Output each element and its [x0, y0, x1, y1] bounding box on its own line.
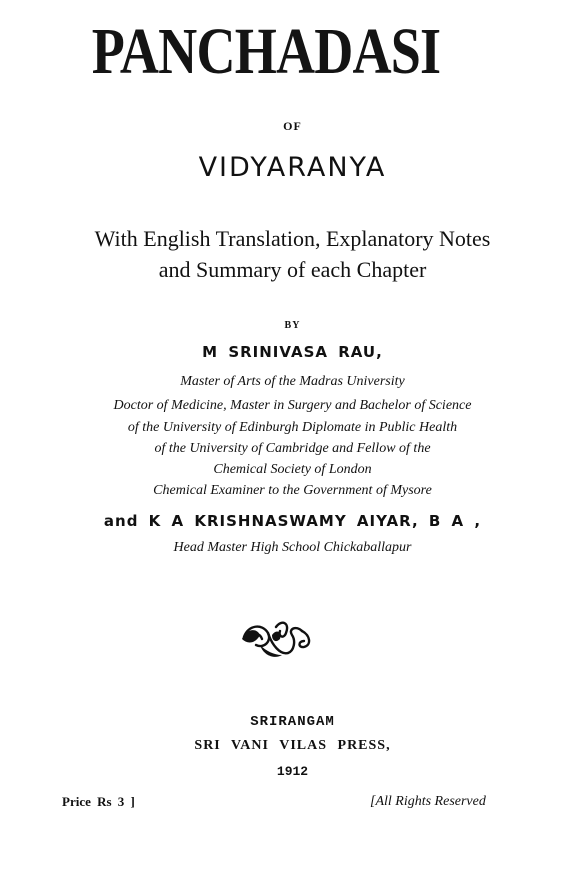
translator-1-credential: Master of Arts of the Madras University	[180, 374, 405, 389]
rights-notice: [All Rights Reserved	[370, 794, 486, 809]
translator-1-credential: Chemical Examiner to the Government of Mysore	[153, 483, 432, 498]
publication-year: 1912	[276, 764, 309, 779]
translator-1-credential: of the University of Cambridge and Fellow of the	[154, 441, 431, 456]
translator-2-name: and K A KRISHNASWAMY AIYAR, B A ,	[103, 512, 482, 530]
subtitle-line-2: and Summary of each Chapter	[158, 257, 427, 282]
translator-2-credential: Head Master High School Chickaballapur	[173, 540, 412, 555]
subtitle-line-1: With English Translation, Explanatory Notes	[94, 226, 491, 251]
publisher-name: SRI VANI VILAS PRESS,	[194, 738, 391, 753]
translator-1-credential: of the University of Edinburgh Diplomate in Public Health	[127, 420, 458, 435]
of-label: OF	[283, 119, 302, 133]
publication-place: SRIRANGAM	[250, 714, 335, 730]
author-name: VIDYARANYA	[198, 152, 387, 183]
translator-1-credential: Chemical Society of London	[213, 462, 372, 477]
by-label: BY	[284, 320, 301, 331]
translator-1-credential: Doctor of Medicine, Master in Surgery and Bachelor of Science	[113, 398, 472, 413]
floral-ornament-icon	[238, 615, 318, 661]
price-label: Price Rs 3 ]	[62, 794, 135, 809]
book-title: PANCHADASI	[91, 15, 441, 88]
translator-1-name: M SRINIVASA RAU,	[202, 343, 383, 361]
